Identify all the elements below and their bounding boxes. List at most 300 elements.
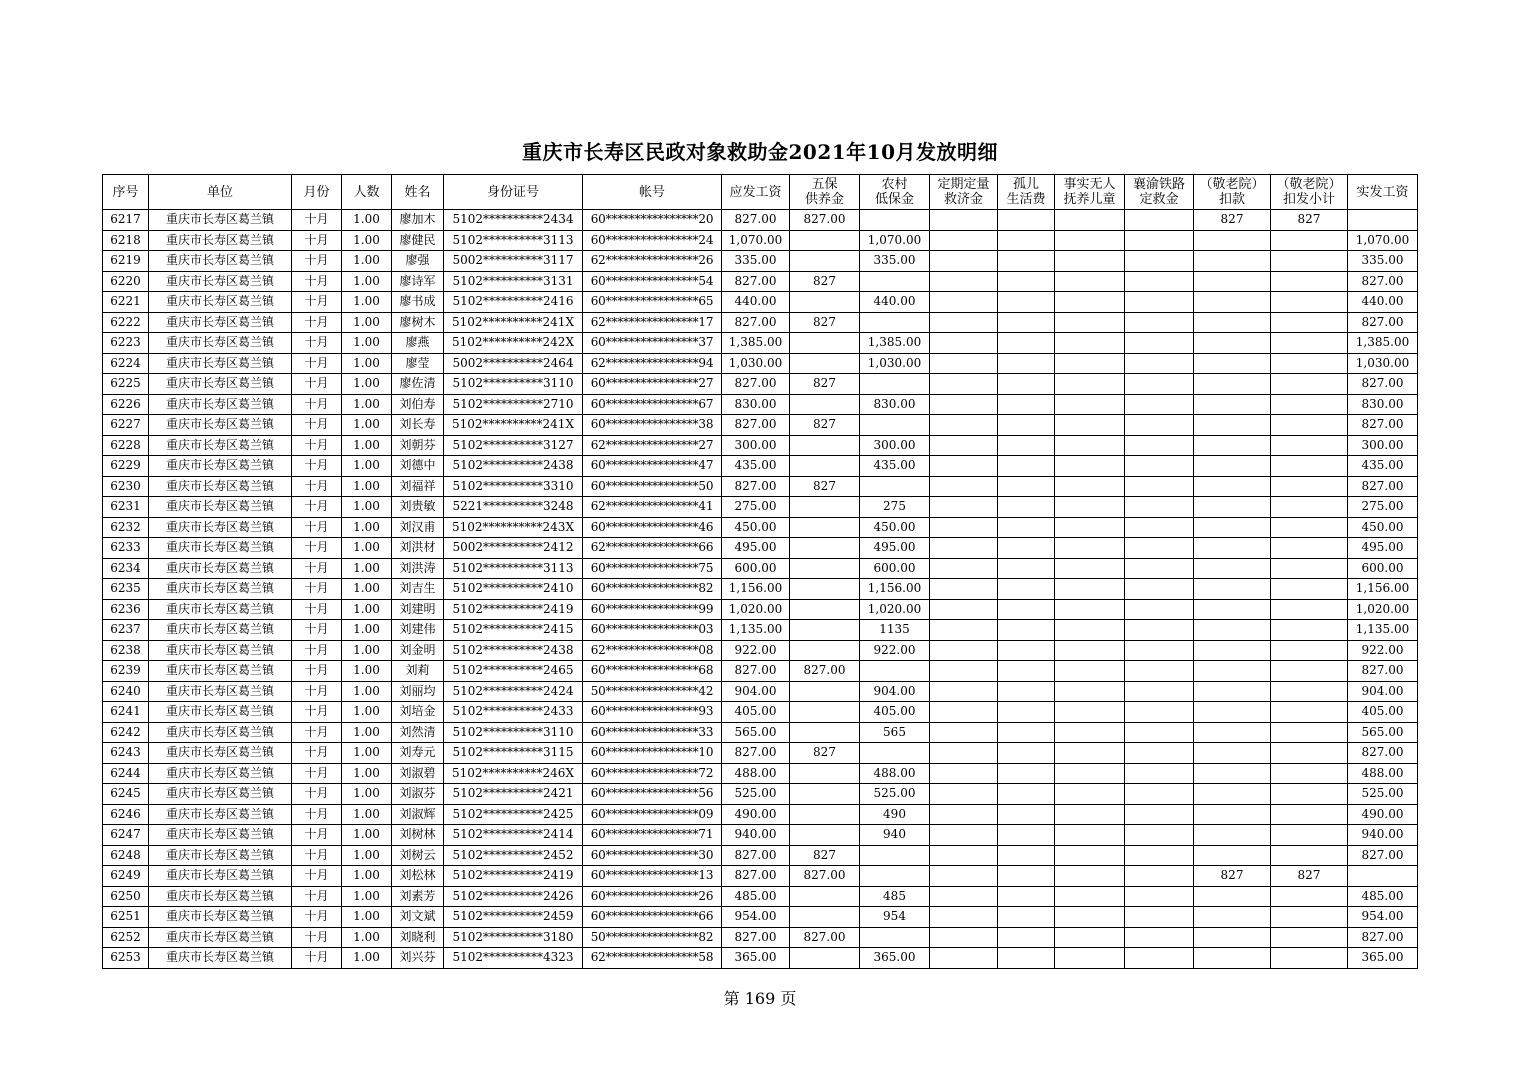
column-header: （敬老院） 扣发小计 — [1271, 175, 1348, 210]
table-cell: 450.00 — [1348, 517, 1418, 538]
table-cell: 1.00 — [342, 620, 392, 641]
table-cell — [998, 784, 1055, 805]
table-cell: 6250 — [103, 886, 149, 907]
table-cell: 827 — [1271, 210, 1348, 231]
table-cell: 十月 — [292, 866, 342, 887]
table-cell: 827.00 — [722, 866, 790, 887]
table-cell — [1194, 743, 1271, 764]
table-cell — [790, 702, 860, 723]
table-cell: 十月 — [292, 948, 342, 969]
table-cell: 5002**********3117 — [444, 251, 583, 272]
table-cell: 6237 — [103, 620, 149, 641]
table-cell: 365.00 — [1348, 948, 1418, 969]
table-cell: 重庆市长寿区葛兰镇 — [149, 743, 292, 764]
table-cell: 重庆市长寿区葛兰镇 — [149, 948, 292, 969]
table-cell: 1.00 — [342, 579, 392, 600]
table-cell: 940.00 — [722, 825, 790, 846]
table-cell: 565.00 — [1348, 722, 1418, 743]
table-cell — [790, 517, 860, 538]
table-cell: 60****************37 — [583, 333, 722, 354]
table-cell: 5102**********2414 — [444, 825, 583, 846]
table-cell: 440.00 — [722, 292, 790, 313]
table-cell — [1271, 558, 1348, 579]
table-cell: 刘莉 — [392, 661, 444, 682]
table-cell: 6245 — [103, 784, 149, 805]
table-cell: 1.00 — [342, 804, 392, 825]
table-cell: 6217 — [103, 210, 149, 231]
table-cell: 62****************26 — [583, 251, 722, 272]
table-row — [103, 333, 1418, 354]
table-cell: 重庆市长寿区葛兰镇 — [149, 312, 292, 333]
table-row — [103, 579, 1418, 600]
table-cell: 刘金明 — [392, 640, 444, 661]
table-cell: 5102**********3180 — [444, 927, 583, 948]
table-cell: 1.00 — [342, 251, 392, 272]
table-cell: 827.00 — [722, 374, 790, 395]
table-cell — [998, 620, 1055, 641]
table-cell: 5102**********2415 — [444, 620, 583, 641]
table-cell: 廖佐清 — [392, 374, 444, 395]
table-cell — [1271, 394, 1348, 415]
table-cell: 十月 — [292, 251, 342, 272]
table-row — [103, 517, 1418, 538]
table-cell — [930, 497, 998, 518]
table-cell — [930, 374, 998, 395]
table-row — [103, 497, 1418, 518]
table-cell: 1.00 — [342, 415, 392, 436]
table-cell: 5102**********241X — [444, 312, 583, 333]
table-cell: 6253 — [103, 948, 149, 969]
table-cell: 5102**********3131 — [444, 271, 583, 292]
table-cell: 1,070.00 — [1348, 230, 1418, 251]
table-cell: 1,030.00 — [722, 353, 790, 374]
table-cell: 62****************08 — [583, 640, 722, 661]
table-cell: 十月 — [292, 804, 342, 825]
table-cell: 1135 — [860, 620, 930, 641]
table-cell: 十月 — [292, 415, 342, 436]
table-cell — [1194, 497, 1271, 518]
table-cell: 重庆市长寿区葛兰镇 — [149, 722, 292, 743]
table-cell: 重庆市长寿区葛兰镇 — [149, 538, 292, 559]
table-cell — [790, 579, 860, 600]
column-header: 应发工资 — [722, 175, 790, 210]
table-cell — [998, 230, 1055, 251]
table-cell — [1125, 394, 1194, 415]
table-cell: 495.00 — [860, 538, 930, 559]
table-cell — [1055, 743, 1125, 764]
table-cell — [998, 353, 1055, 374]
table-cell: 重庆市长寿区葛兰镇 — [149, 579, 292, 600]
table-cell: 827.00 — [1348, 271, 1418, 292]
table-cell: 60****************24 — [583, 230, 722, 251]
table-cell — [1055, 702, 1125, 723]
table-cell: 刘文斌 — [392, 907, 444, 928]
table-cell — [1055, 374, 1125, 395]
table-cell: 60****************33 — [583, 722, 722, 743]
table-cell: 十月 — [292, 886, 342, 907]
table-cell: 重庆市长寿区葛兰镇 — [149, 292, 292, 313]
table-cell — [1271, 435, 1348, 456]
table-cell: 1,156.00 — [722, 579, 790, 600]
table-cell — [1055, 210, 1125, 231]
table-cell — [1125, 825, 1194, 846]
column-header: 定期定量 救济金 — [930, 175, 998, 210]
table-cell — [1055, 415, 1125, 436]
column-header: 农村 低保金 — [860, 175, 930, 210]
table-cell: 重庆市长寿区葛兰镇 — [149, 784, 292, 805]
table-cell: 刘长寿 — [392, 415, 444, 436]
table-cell — [860, 210, 930, 231]
table-cell: 6247 — [103, 825, 149, 846]
table-cell — [930, 845, 998, 866]
table-cell — [1194, 599, 1271, 620]
table-cell — [790, 333, 860, 354]
table-cell: 十月 — [292, 558, 342, 579]
table-cell — [1194, 558, 1271, 579]
table-cell — [1055, 456, 1125, 477]
table-cell: 5102**********246X — [444, 763, 583, 784]
table-cell: 435.00 — [1348, 456, 1418, 477]
table-cell — [1194, 476, 1271, 497]
table-cell: 5102**********2710 — [444, 394, 583, 415]
table-cell: 6243 — [103, 743, 149, 764]
table-cell: 十月 — [292, 743, 342, 764]
table-cell: 495.00 — [722, 538, 790, 559]
table-cell: 62****************41 — [583, 497, 722, 518]
table-cell — [790, 558, 860, 579]
table-cell: 827.00 — [722, 927, 790, 948]
table-cell: 50****************42 — [583, 681, 722, 702]
table-cell — [1194, 845, 1271, 866]
table-cell: 廖燕 — [392, 333, 444, 354]
table-cell — [860, 743, 930, 764]
table-row — [103, 353, 1418, 374]
table-cell — [1271, 804, 1348, 825]
table-cell — [1055, 886, 1125, 907]
table-cell — [1194, 374, 1271, 395]
table-cell: 刘德中 — [392, 456, 444, 477]
table-cell — [998, 579, 1055, 600]
table-cell: 335.00 — [860, 251, 930, 272]
table-cell — [790, 722, 860, 743]
table-cell: 5002**********2412 — [444, 538, 583, 559]
table-cell: 十月 — [292, 722, 342, 743]
table-cell: 刘淑芬 — [392, 784, 444, 805]
table-cell — [1125, 948, 1194, 969]
table-cell — [1125, 866, 1194, 887]
table-cell: 刘丽均 — [392, 681, 444, 702]
table-cell: 1.00 — [342, 866, 392, 887]
page-title: 重庆市长寿区民政对象救助金2021年10月发放明细 — [522, 140, 998, 164]
table-cell: 1,385.00 — [860, 333, 930, 354]
table-cell: 954.00 — [1348, 907, 1418, 928]
table-cell — [1194, 804, 1271, 825]
table-cell: 6223 — [103, 333, 149, 354]
table-cell — [998, 312, 1055, 333]
table-cell: 重庆市长寿区葛兰镇 — [149, 640, 292, 661]
table-row — [103, 743, 1418, 764]
table-cell: 60****************50 — [583, 476, 722, 497]
table-cell: 600.00 — [1348, 558, 1418, 579]
table-cell: 6220 — [103, 271, 149, 292]
table-cell: 十月 — [292, 579, 342, 600]
table-cell — [1055, 476, 1125, 497]
table-cell — [930, 312, 998, 333]
table-row — [103, 210, 1418, 231]
table-cell — [790, 620, 860, 641]
table-cell: 62****************58 — [583, 948, 722, 969]
table-cell — [998, 907, 1055, 928]
table-cell: 刘汉甫 — [392, 517, 444, 538]
relief-fund-table — [102, 174, 1418, 969]
table-cell: 300.00 — [860, 435, 930, 456]
table-cell — [1194, 886, 1271, 907]
table-cell: 刘淑碧 — [392, 763, 444, 784]
table-cell: 十月 — [292, 907, 342, 928]
table-cell — [998, 210, 1055, 231]
table-cell: 435.00 — [722, 456, 790, 477]
table-cell — [1055, 599, 1125, 620]
table-cell: 6225 — [103, 374, 149, 395]
table-cell: 1.00 — [342, 661, 392, 682]
table-cell: 刘洪材 — [392, 538, 444, 559]
table-cell: 1.00 — [342, 333, 392, 354]
table-cell: 60****************47 — [583, 456, 722, 477]
table-cell — [930, 353, 998, 374]
table-cell: 1.00 — [342, 825, 392, 846]
table-cell — [790, 497, 860, 518]
table-cell: 485 — [860, 886, 930, 907]
table-cell — [1055, 948, 1125, 969]
table-cell: 6226 — [103, 394, 149, 415]
table-cell — [1348, 866, 1418, 887]
table-cell: 827.00 — [722, 661, 790, 682]
table-cell: 827.00 — [790, 210, 860, 231]
table-cell: 5102**********2419 — [444, 866, 583, 887]
table-cell: 十月 — [292, 620, 342, 641]
table-cell — [790, 435, 860, 456]
table-cell: 6219 — [103, 251, 149, 272]
table-cell: 827.00 — [722, 845, 790, 866]
table-cell — [1055, 661, 1125, 682]
table-cell: 重庆市长寿区葛兰镇 — [149, 681, 292, 702]
table-cell — [790, 907, 860, 928]
table-cell: 刘洪涛 — [392, 558, 444, 579]
table-cell: 904.00 — [860, 681, 930, 702]
table-cell: 5102**********2438 — [444, 640, 583, 661]
table-cell: 重庆市长寿区葛兰镇 — [149, 825, 292, 846]
table-cell — [1194, 271, 1271, 292]
table-cell: 1,070.00 — [722, 230, 790, 251]
table-cell: 60****************66 — [583, 907, 722, 928]
table-cell — [1055, 907, 1125, 928]
table-cell: 重庆市长寿区葛兰镇 — [149, 394, 292, 415]
table-cell: 6222 — [103, 312, 149, 333]
table-cell: 495.00 — [1348, 538, 1418, 559]
table-cell — [1055, 804, 1125, 825]
column-header: 孤儿 生活费 — [998, 175, 1055, 210]
table-cell: 490 — [860, 804, 930, 825]
column-header: 姓名 — [392, 175, 444, 210]
table-cell — [1125, 763, 1194, 784]
table-cell: 刘朝芬 — [392, 435, 444, 456]
table-cell — [930, 394, 998, 415]
table-cell: 600.00 — [722, 558, 790, 579]
table-cell — [998, 661, 1055, 682]
table-cell: 488.00 — [1348, 763, 1418, 784]
table-cell: 十月 — [292, 497, 342, 518]
table-cell: 5102**********4323 — [444, 948, 583, 969]
table-cell: 525.00 — [1348, 784, 1418, 805]
table-cell — [1194, 538, 1271, 559]
table-cell — [1194, 517, 1271, 538]
table-cell: 重庆市长寿区葛兰镇 — [149, 763, 292, 784]
table-cell: 刘树云 — [392, 845, 444, 866]
table-cell — [1271, 845, 1348, 866]
table-cell: 重庆市长寿区葛兰镇 — [149, 845, 292, 866]
table-row — [103, 681, 1418, 702]
table-cell — [1194, 825, 1271, 846]
table-cell: 十月 — [292, 661, 342, 682]
table-cell — [930, 620, 998, 641]
table-cell: 6239 — [103, 661, 149, 682]
table-cell: 刘兴芬 — [392, 948, 444, 969]
table-cell: 365.00 — [860, 948, 930, 969]
column-header: 人数 — [342, 175, 392, 210]
table-cell: 6238 — [103, 640, 149, 661]
table-cell: 6236 — [103, 599, 149, 620]
table-cell — [1125, 333, 1194, 354]
table-cell — [1271, 353, 1348, 374]
table-cell: 6227 — [103, 415, 149, 436]
column-header: 月份 — [292, 175, 342, 210]
table-cell — [1055, 497, 1125, 518]
table-cell — [1271, 681, 1348, 702]
table-cell: 6218 — [103, 230, 149, 251]
table-cell: 6221 — [103, 292, 149, 313]
table-cell: 60****************38 — [583, 415, 722, 436]
column-header: 实发工资 — [1348, 175, 1418, 210]
table-cell: 十月 — [292, 394, 342, 415]
table-cell — [1194, 681, 1271, 702]
table-cell: 1.00 — [342, 558, 392, 579]
table-cell: 1.00 — [342, 517, 392, 538]
table-cell — [930, 456, 998, 477]
table-cell — [1194, 333, 1271, 354]
table-cell: 6233 — [103, 538, 149, 559]
table-cell: 485.00 — [1348, 886, 1418, 907]
table-row — [103, 866, 1418, 887]
table-row — [103, 435, 1418, 456]
table-cell: 60****************13 — [583, 866, 722, 887]
table-cell — [1055, 538, 1125, 559]
page-number: 第 169 页 — [723, 989, 797, 1008]
table-cell: 827.00 — [722, 476, 790, 497]
table-cell — [930, 661, 998, 682]
table-cell: 重庆市长寿区葛兰镇 — [149, 374, 292, 395]
table-cell: 刘建明 — [392, 599, 444, 620]
table-cell: 重庆市长寿区葛兰镇 — [149, 866, 292, 887]
table-cell: 刘培金 — [392, 702, 444, 723]
table-row — [103, 722, 1418, 743]
table-cell — [930, 558, 998, 579]
table-cell — [930, 476, 998, 497]
table-cell: 刘淑辉 — [392, 804, 444, 825]
table-cell: 1.00 — [342, 476, 392, 497]
table-cell — [1271, 620, 1348, 641]
table-cell: 60****************82 — [583, 579, 722, 600]
table-cell — [1194, 394, 1271, 415]
table-cell: 重庆市长寿区葛兰镇 — [149, 702, 292, 723]
column-header: 身份证号 — [444, 175, 583, 210]
table-cell: 827.00 — [722, 743, 790, 764]
table-cell — [1125, 210, 1194, 231]
table-cell — [1271, 456, 1348, 477]
table-cell — [1194, 640, 1271, 661]
table-cell: 830.00 — [860, 394, 930, 415]
table-cell — [1125, 558, 1194, 579]
table-cell — [1055, 558, 1125, 579]
table-cell: 60****************56 — [583, 784, 722, 805]
table-cell: 275.00 — [1348, 497, 1418, 518]
table-cell — [930, 804, 998, 825]
table-cell — [998, 374, 1055, 395]
table-cell: 十月 — [292, 374, 342, 395]
table-cell — [1125, 312, 1194, 333]
table-cell: 60****************67 — [583, 394, 722, 415]
table-cell: 刘树林 — [392, 825, 444, 846]
table-cell: 1,135.00 — [1348, 620, 1418, 641]
table-cell: 6229 — [103, 456, 149, 477]
table-cell — [1271, 948, 1348, 969]
table-cell: 5102**********2434 — [444, 210, 583, 231]
table-cell — [1055, 722, 1125, 743]
table-cell: 450.00 — [860, 517, 930, 538]
table-cell — [1055, 251, 1125, 272]
table-cell: 6249 — [103, 866, 149, 887]
table-cell — [930, 292, 998, 313]
table-cell — [1055, 271, 1125, 292]
table-cell: 1,135.00 — [722, 620, 790, 641]
table-cell: 5102**********3113 — [444, 230, 583, 251]
table-cell: 1.00 — [342, 230, 392, 251]
table-row — [103, 374, 1418, 395]
table-cell: 827.00 — [1348, 927, 1418, 948]
table-cell — [790, 394, 860, 415]
table-cell — [790, 825, 860, 846]
table-cell — [1194, 579, 1271, 600]
table-cell: 60****************65 — [583, 292, 722, 313]
table-cell — [998, 763, 1055, 784]
table-cell: 5102**********3113 — [444, 558, 583, 579]
table-cell — [930, 517, 998, 538]
table-row — [103, 845, 1418, 866]
table-cell: 刘晓利 — [392, 927, 444, 948]
table-cell: 1,020.00 — [860, 599, 930, 620]
table-cell: 刘建伟 — [392, 620, 444, 641]
table-cell — [1271, 374, 1348, 395]
table-cell: 275 — [860, 497, 930, 518]
table-cell: 十月 — [292, 333, 342, 354]
table-cell: 6246 — [103, 804, 149, 825]
table-cell — [998, 948, 1055, 969]
table-header — [103, 175, 1418, 210]
table-cell — [998, 927, 1055, 948]
table-cell: 1.00 — [342, 886, 392, 907]
table-cell — [930, 907, 998, 928]
table-cell: 重庆市长寿区葛兰镇 — [149, 210, 292, 231]
table-cell: 5102**********2426 — [444, 886, 583, 907]
